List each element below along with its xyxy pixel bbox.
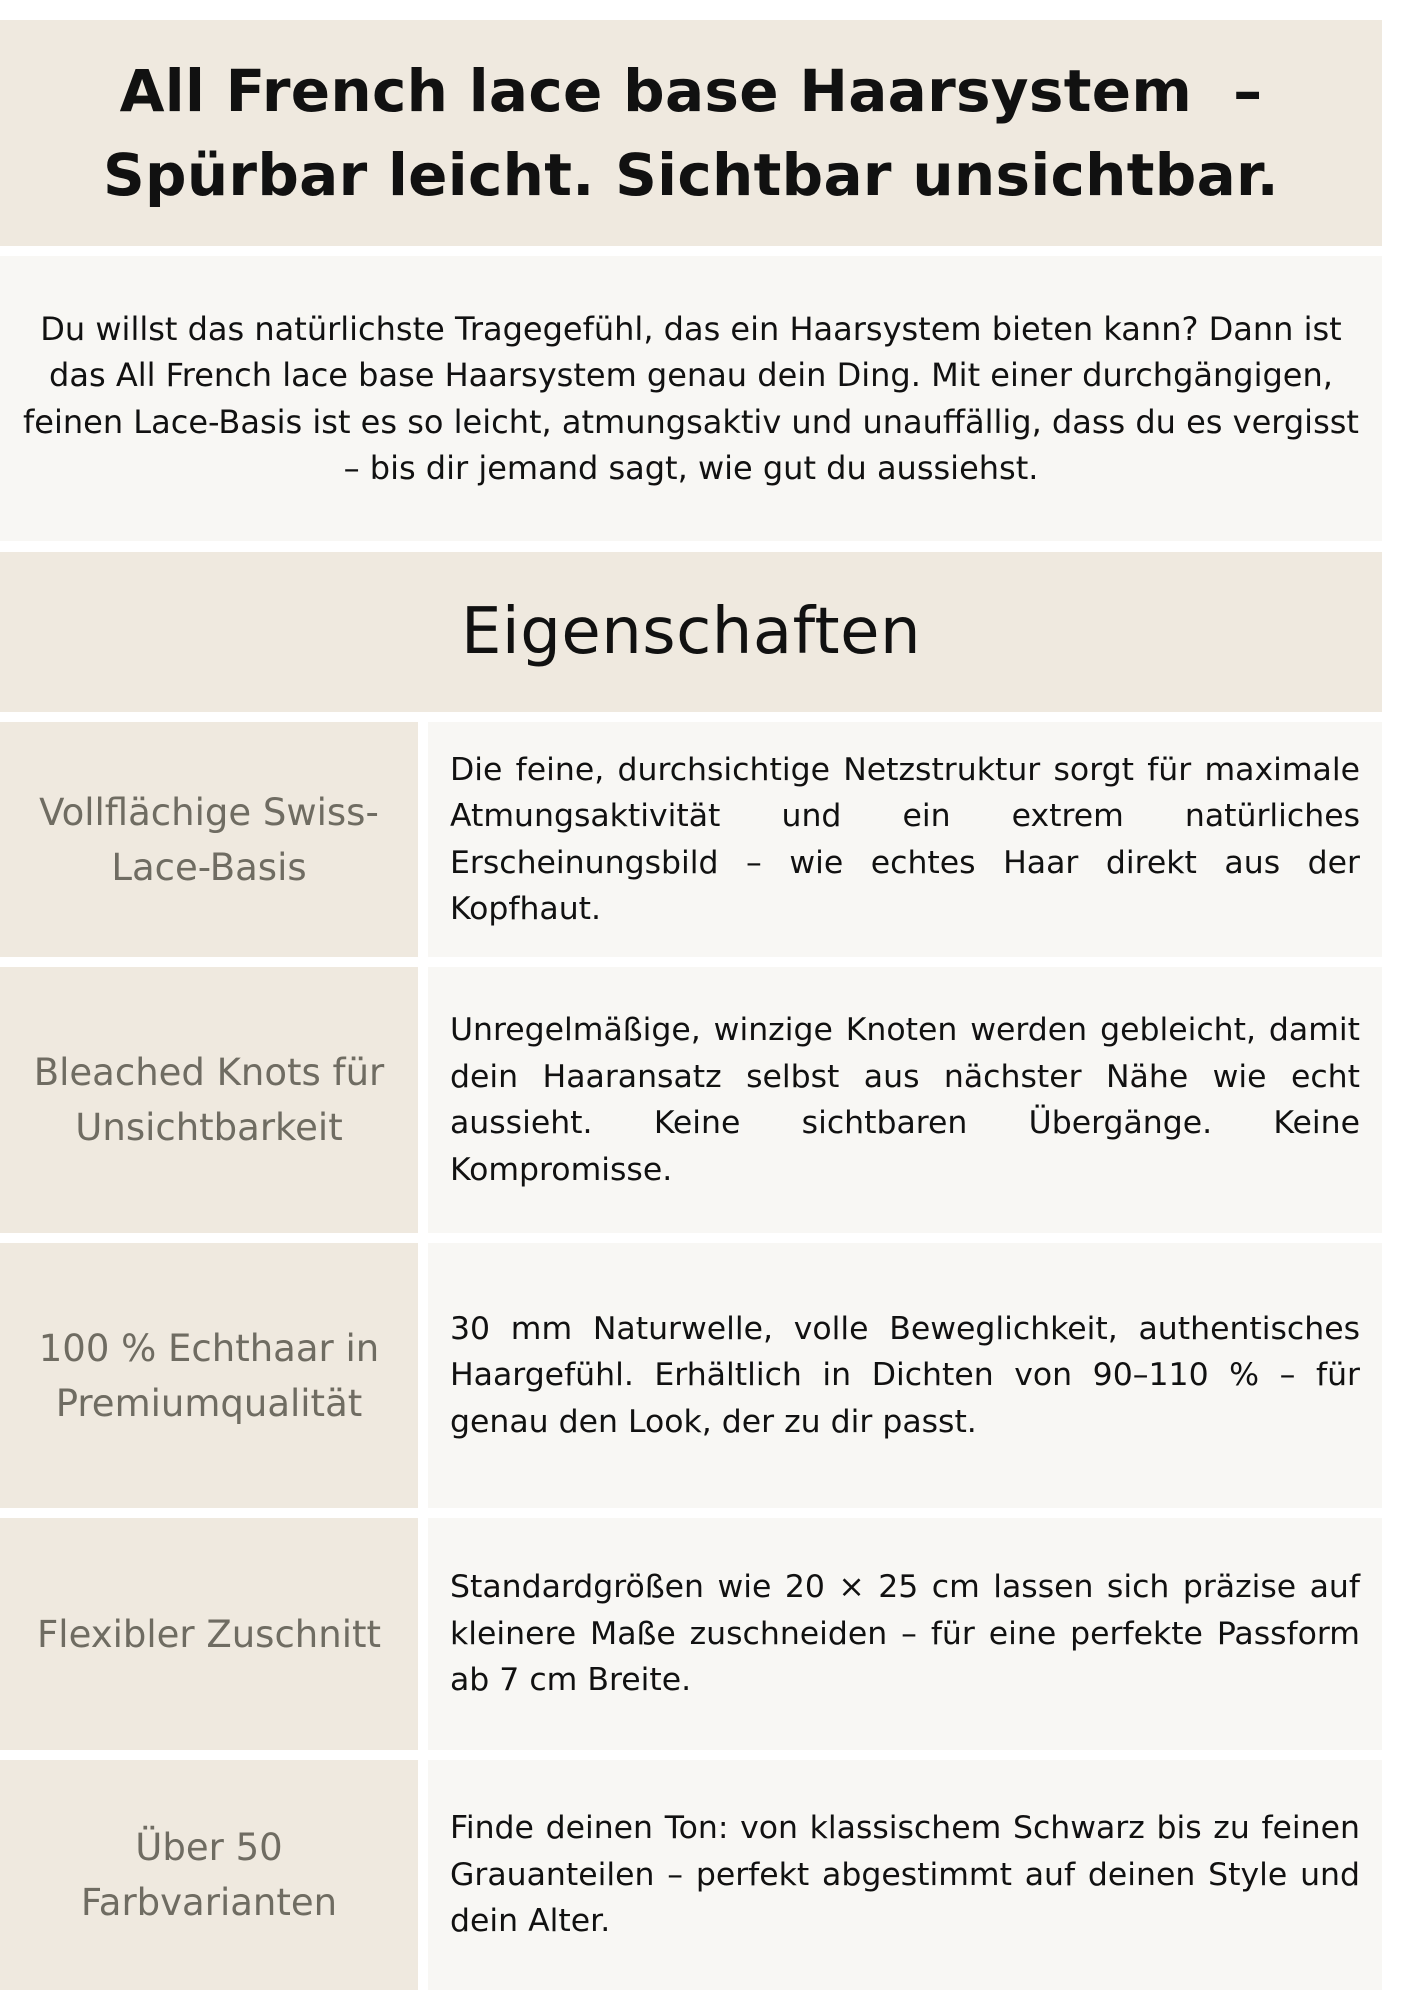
feature-label-cell — [0, 1518, 418, 1750]
feature-label-cell — [0, 1243, 418, 1508]
feature-row — [0, 967, 1382, 1233]
feature-label-cell — [0, 722, 418, 957]
title-banner — [0, 20, 1382, 246]
feature-label: Über 50 Farbvarianten — [80, 1826, 338, 1924]
feature-label: Vollflächige Swiss-Lace-Basis — [39, 790, 379, 889]
feature-description: Standardgrößen wie 20 × 25 cm lassen sich präzise auf kleinere Maße zuschneiden – für eine perfekte Passform ab 7 cm Breite. — [450, 1569, 1360, 1699]
feature-description: 30 mm Naturwelle, volle Beweglichkeit, authentisches Haargefühl. Erhältlich in Dichten von 90–110 % – für genau den Look, der zu dir passt. — [450, 1310, 1360, 1440]
feature-label: 100 % Echthaar in Premiumqualität — [38, 1326, 380, 1425]
feature-description-cell — [428, 1760, 1382, 1990]
feature-description: Die feine, durchsichtige Netzstruktur sorgt für maximale Atmungsaktivität und ein extrem natürliches Erscheinungsbild – wie echtes Haar direkt aus der Kopfhaut. — [450, 751, 1360, 927]
feature-description-cell — [428, 967, 1382, 1233]
page-title-line-1: All French lace base Haarsystem – — [119, 57, 1263, 125]
feature-label: Flexibler Zuschnitt — [37, 1612, 381, 1656]
intro-text: Du willst das natürlichste Tragegefühl, das ein Haarsystem bieten kann? Dann ist das All French lace base Haarsystem genau dein Ding. Mit einer durchgängigen, feinen Lace-Basis ist es so leicht, atmungsaktiv und unauffällig, dass du es vergisst – bis dir jemand sagt, wie gut du aussiehst. — [23, 309, 1359, 487]
feature-description: Finde deinen Ton: von klassischem Schwarz bis zu feinen Grauanteilen – perfekt abgestimmt auf deinen Style und dein Alter. — [450, 1810, 1360, 1940]
feature-label-cell — [0, 1760, 418, 1990]
feature-row — [0, 1243, 1382, 1508]
section-heading: Eigenschaften — [460, 595, 922, 669]
feature-description-cell — [428, 1243, 1382, 1508]
intro-panel — [0, 256, 1382, 541]
page-title-line-2: Spürbar leicht. Sichtbar unsichtbar. — [102, 141, 1280, 209]
feature-label-cell — [0, 967, 418, 1233]
feature-description: Unregelmäßige, winzige Knoten werden gebleicht, damit dein Haaransatz selbst aus nächster Nähe wie echt aussieht. Keine sichtbaren Übergänge. Keine Kompromisse. — [450, 1012, 1360, 1188]
feature-description-cell — [428, 1518, 1382, 1750]
section-heading-banner — [0, 552, 1382, 712]
feature-description-cell — [428, 722, 1382, 957]
feature-row — [0, 1760, 1382, 1990]
feature-row — [0, 1518, 1382, 1750]
feature-label: Bleached Knots für Unsichtbarkeit — [33, 1051, 385, 1149]
feature-row — [0, 722, 1382, 957]
